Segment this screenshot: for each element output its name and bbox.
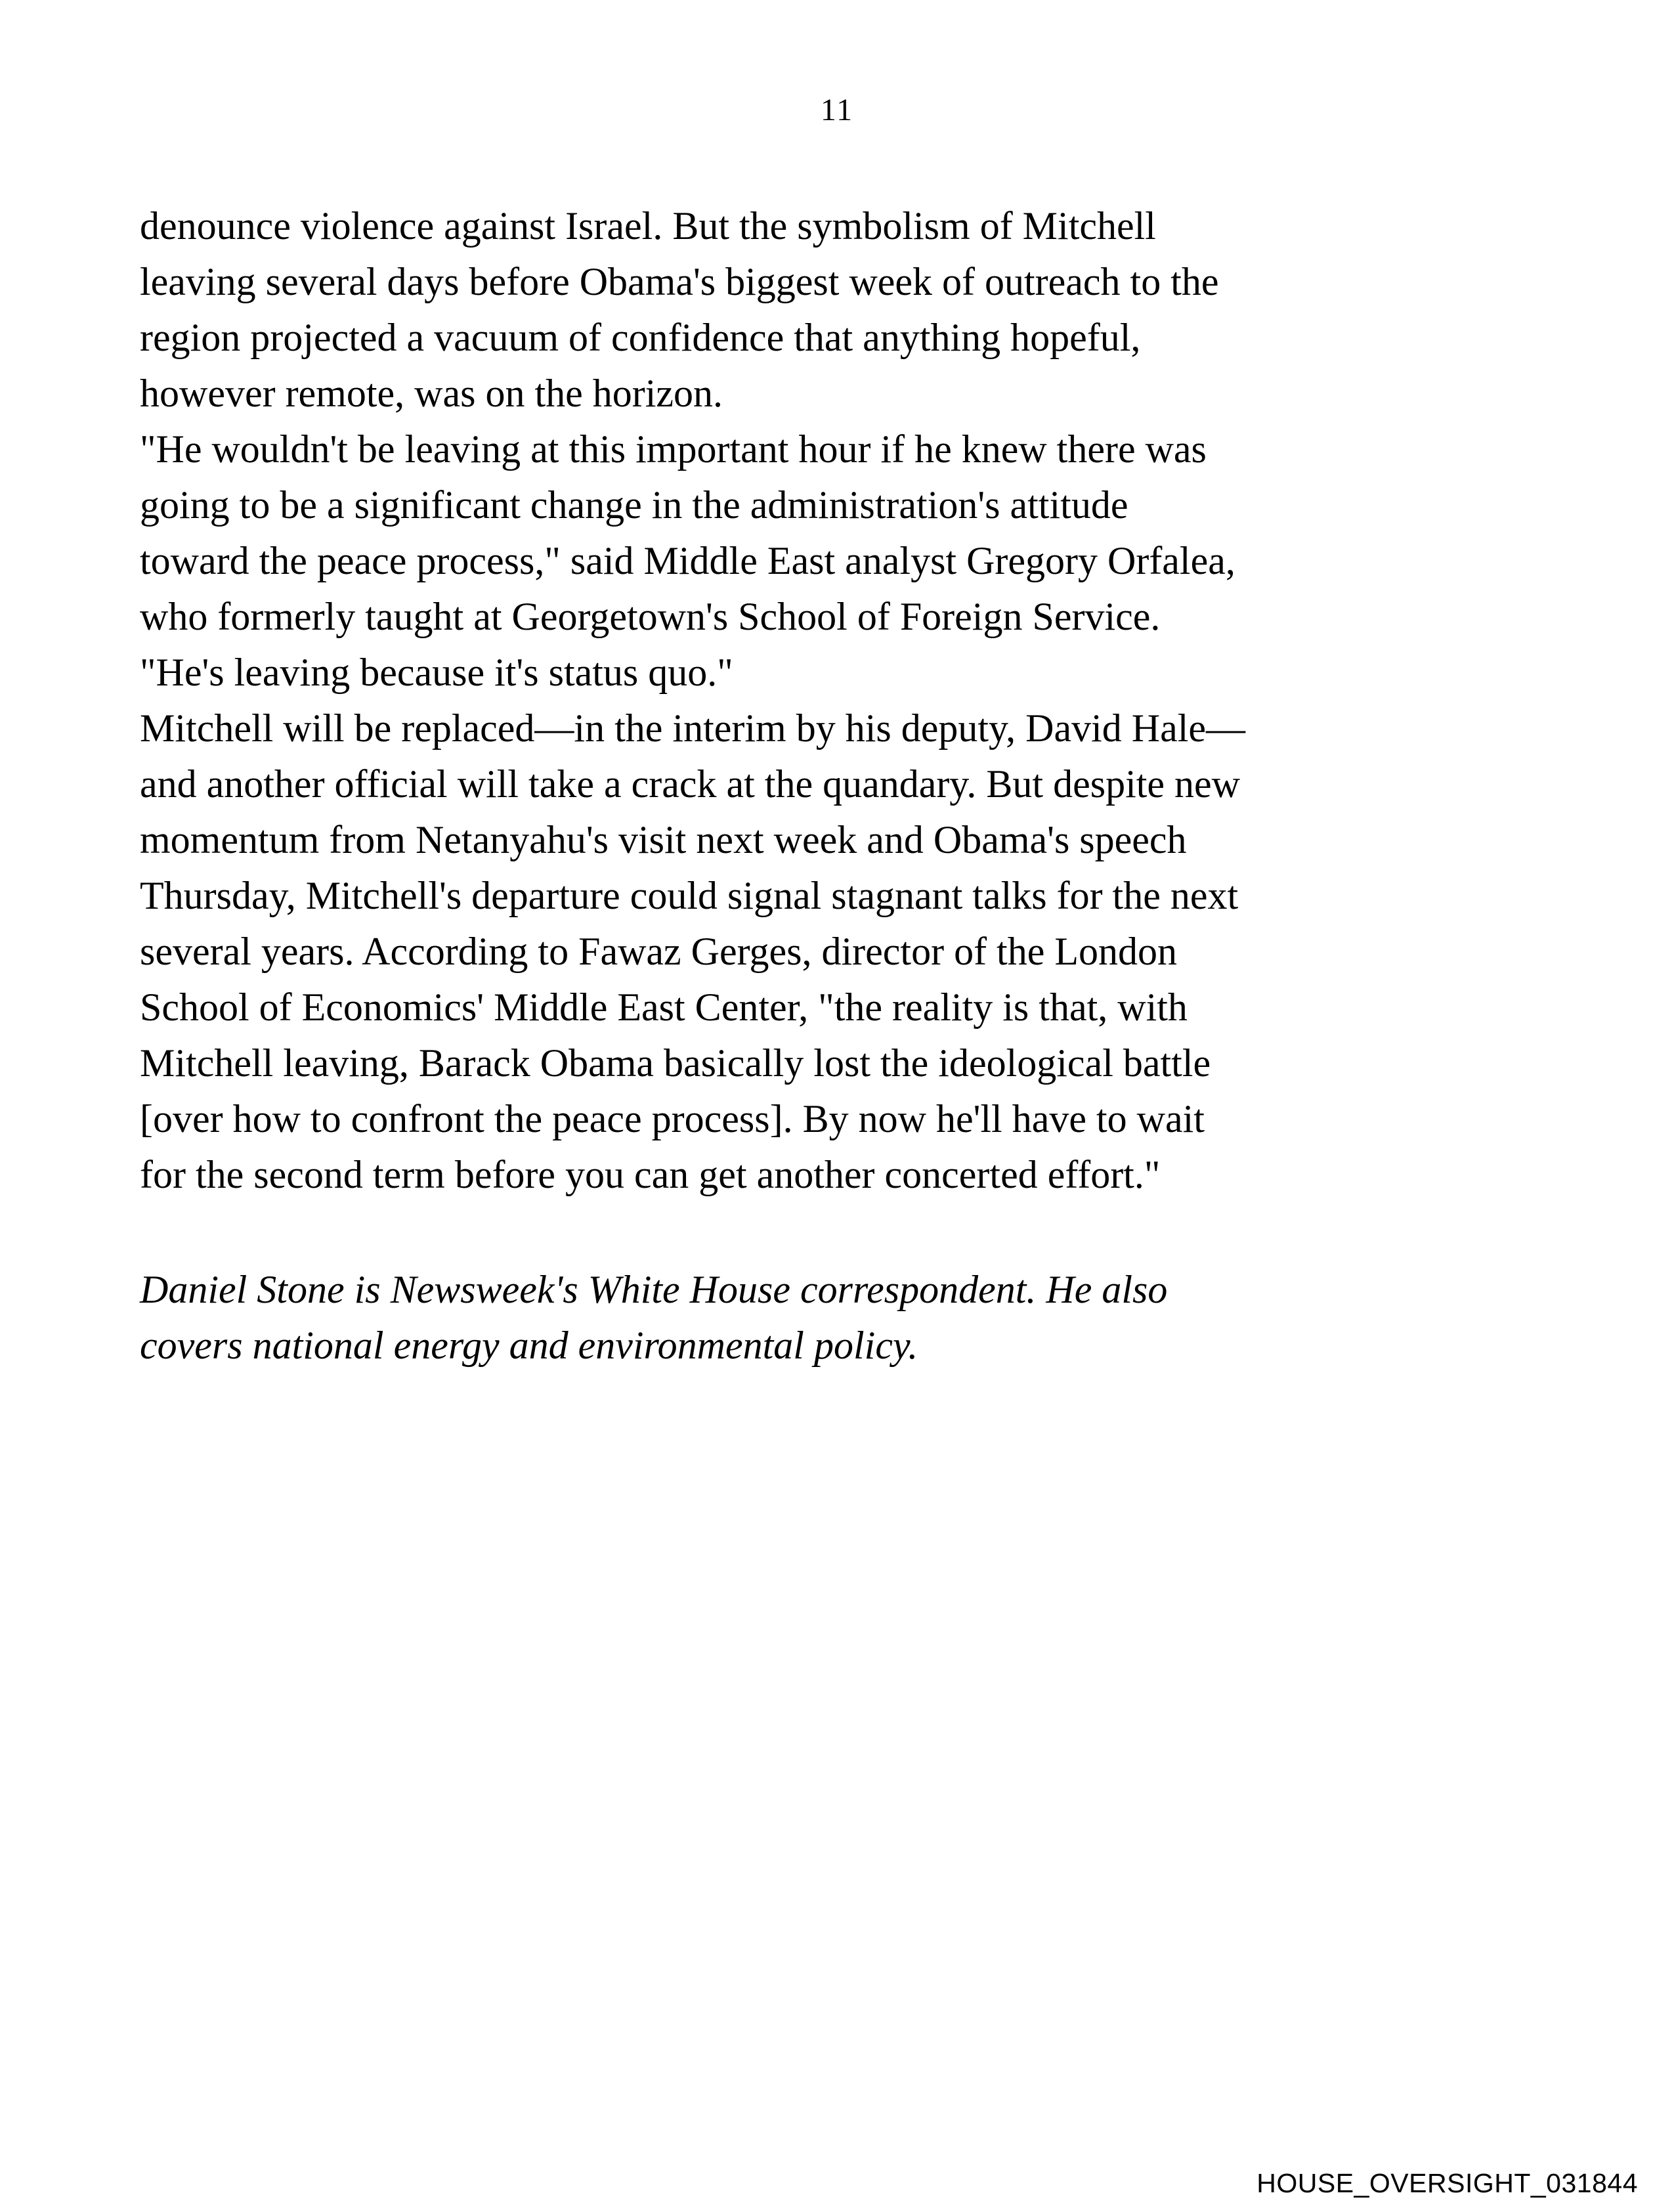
- page-number: 11: [820, 93, 854, 127]
- text-line: going to be a significant change in the administration's attitude: [140, 483, 1128, 527]
- paragraph: [140, 198, 1558, 422]
- text-line: however remote, was on the horizon.: [140, 372, 723, 415]
- text-line: Mitchell leaving, Barack Obama basically lost the ideological battle: [140, 1041, 1211, 1085]
- paragraph: [140, 422, 1558, 701]
- paragraph: [140, 701, 1558, 1203]
- text-line: "He wouldn't be leaving at this important hour if he knew there was: [140, 427, 1207, 471]
- text-line: "He's leaving because it's status quo.": [140, 651, 733, 694]
- text-line: several years. According to Fawaz Gerges, director of the London: [140, 930, 1178, 973]
- text-line: School of Economics' Middle East Center, "the reality is that, with: [140, 986, 1188, 1029]
- text-line: toward the peace process," said Middle East analyst Gregory Orfalea,: [140, 539, 1235, 582]
- text-line: leaving several days before Obama's biggest week of outreach to the: [140, 260, 1219, 303]
- text-line: [over how to confront the peace process]. By now he'll have to wait: [140, 1097, 1205, 1140]
- text-line: Mitchell will be replaced—in the interim by his deputy, David Hale—: [140, 706, 1246, 750]
- text-line: momentum from Netanyahu's visit next week and Obama's speech: [140, 818, 1187, 861]
- text-line: denounce violence against Israel. But the symbolism of Mitchell: [140, 204, 1156, 248]
- text-line: and another official will take a crack at the quandary. But despite new: [140, 762, 1241, 806]
- text-line: Daniel Stone is Newsweek's White House correspondent. He also: [140, 1268, 1168, 1311]
- document-body: [140, 198, 1558, 1374]
- text-line: for the second term before you can get another concerted effort.": [140, 1153, 1161, 1196]
- author-byline: [140, 1262, 1558, 1374]
- text-line: covers national energy and environmental policy.: [140, 1324, 918, 1367]
- text-line: who formerly taught at Georgetown's School of Foreign Service.: [140, 595, 1161, 638]
- text-line: region projected a vacuum of confidence that anything hopeful,: [140, 316, 1141, 359]
- text-line: Thursday, Mitchell's departure could signal stagnant talks for the next: [140, 874, 1239, 917]
- bates-stamp: HOUSE_OVERSIGHT_031844: [1256, 2168, 1638, 2198]
